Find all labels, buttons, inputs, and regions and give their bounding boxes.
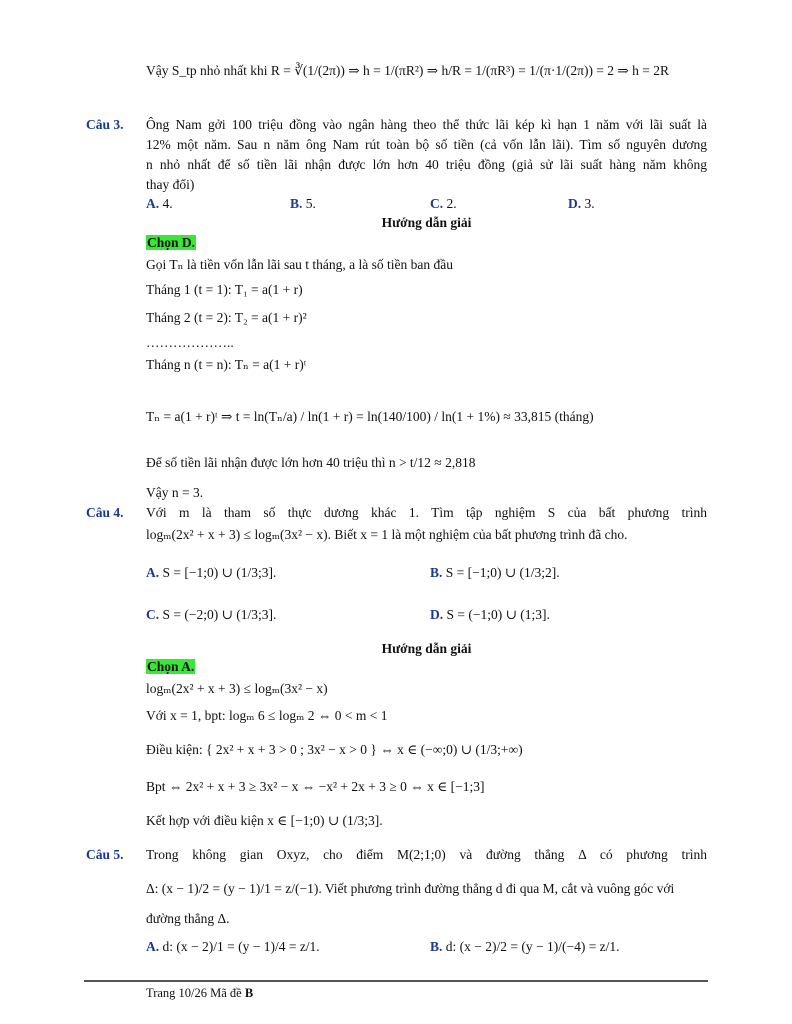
q4-solution-line: Với x = 1, bpt: logₘ 6 ≤ logₘ 2 ⇔ 0 < m < 1	[146, 708, 388, 723]
q4-option-d: D. S = (−1;0) ∪ (1;3].	[430, 607, 550, 622]
q3-solution-line: Gọi Tₙ là tiền vốn lẫn lãi sau t tháng, a là số tiền ban đầu	[146, 257, 454, 272]
q3-option-b: B. 5.	[290, 196, 316, 211]
q3-solution-line: Tháng 1 (t = 1): T₁ = a(1 + r)	[146, 282, 303, 297]
q5-option-a: A. d: (x − 2)/1 = (y − 1)/4 = z/1.	[146, 939, 320, 954]
q4-option-b: B. S = [−1;0) ∪ (1/3;2].	[430, 565, 560, 580]
q5-label: Câu 5.	[86, 847, 124, 862]
q4-text-line: Với m là tham số thực dương khác 1. Tìm tập nghiệm S của bất phương trình	[146, 505, 707, 520]
q3-text-line: thay đổi)	[146, 177, 195, 192]
q3-option-c: C. 2.	[430, 196, 457, 211]
exam-code-label: Mã đề	[210, 986, 242, 1000]
q4-guide-title: Hướng dẫn giải	[381, 641, 472, 656]
q4-solution-line: Bpt ⇔ 2x² + x + 3 ≥ 3x² − x ⇔ −x² + 2x + 3 ≥ 0 ⇔ x ∈ [−1;3]	[146, 779, 485, 794]
q5-option-b: B. d: (x − 2)/2 = (y − 1)/(−4) = z/1.	[430, 939, 620, 954]
q4-chosen: Chọn A.	[147, 659, 195, 674]
q3-chosen: Chọn D.	[147, 235, 196, 250]
q3-option-d: D. 3.	[568, 196, 595, 211]
q3-text-line: 12% một năm. Sau n năm ông Nam rút toàn bộ số tiền (cả vốn lẫn lãi). Tìm số nguyên dương	[146, 137, 707, 152]
q3-label: Câu 3.	[86, 117, 124, 132]
exam-code: B	[244, 986, 254, 1000]
footer-divider	[84, 980, 708, 982]
q5-text-line: Δ: (x − 1)/2 = (y − 1)/1 = z/(−1). Viết phương trình đường thẳng d đi qua M, cắt và vuông góc với	[146, 881, 675, 896]
q3-solution-line: Tháng n (t = n): Tₙ = a(1 + r)ᵗ	[146, 357, 307, 372]
q4-solution-line: Kết hợp với điều kiện x ∈ [−1;0) ∪ (1/3;3].	[146, 813, 383, 828]
q3-solution-line: Tháng 2 (t = 2): T₂ = a(1 + r)²	[146, 310, 307, 325]
q4-solution-line: Điều kiện: { 2x² + x + 3 > 0 ; 3x² − x > 0 } ⇔ x ∈ (−∞;0) ∪ (1/3;+∞)	[146, 742, 523, 757]
q5-text-line: đường thẳng Δ.	[146, 911, 230, 926]
q3-text-line: n nhỏ nhất để số tiền lãi nhận được lớn hơn 40 triệu đồng (giả sử lãi suất hàng năm không	[146, 157, 707, 172]
intro-line: Vậy S_tp nhỏ nhất khi R = ∛(1/(2π)) ⇒ h = 1/(πR²) ⇒ h/R = 1/(πR³) = 1/(π·1/(2π)) = 2 ⇒ h = 2R	[146, 63, 669, 78]
page-number: Trang 10/26	[146, 986, 208, 1000]
q3-option-a: A. 4.	[146, 196, 173, 211]
q4-option-a: A. S = [−1;0) ∪ (1/3;3].	[146, 565, 277, 580]
q3-solution-line: ………………..	[146, 335, 234, 350]
q4-text-line: logₘ(2x² + x + 3) ≤ logₘ(3x² − x). Biết x = 1 là một nghiệm của bất phương trình đã cho.	[146, 527, 628, 542]
q5-text-line: Trong không gian Oxyz, cho điểm M(2;1;0) và đường thẳng Δ có phương trình	[146, 847, 707, 862]
q3-solution-line: Để số tiền lãi nhận được lớn hơn 40 triệu thì n > t/12 ≈ 2,818	[146, 455, 476, 470]
q4-solution-line: logₘ(2x² + x + 3) ≤ logₘ(3x² − x)	[146, 681, 328, 696]
q3-text-line: Ông Nam gởi 100 triệu đồng vào ngân hàng theo thể thức lãi kép kì hạn 1 năm với lãi suất là	[146, 117, 707, 132]
q4-option-c: C. S = (−2;0) ∪ (1/3;3].	[146, 607, 277, 622]
q4-label: Câu 4.	[86, 505, 124, 520]
page-footer	[146, 986, 253, 1001]
q3-solution-formula: Tₙ = a(1 + r)ᵗ ⇒ t = ln(Tₙ/a) / ln(1 + r) = ln(140/100) / ln(1 + 1%) ≈ 33,815 (tháng)	[146, 409, 594, 424]
q3-guide-title: Hướng dẫn giải	[381, 215, 472, 230]
q3-solution-line: Vậy n = 3.	[146, 485, 204, 500]
